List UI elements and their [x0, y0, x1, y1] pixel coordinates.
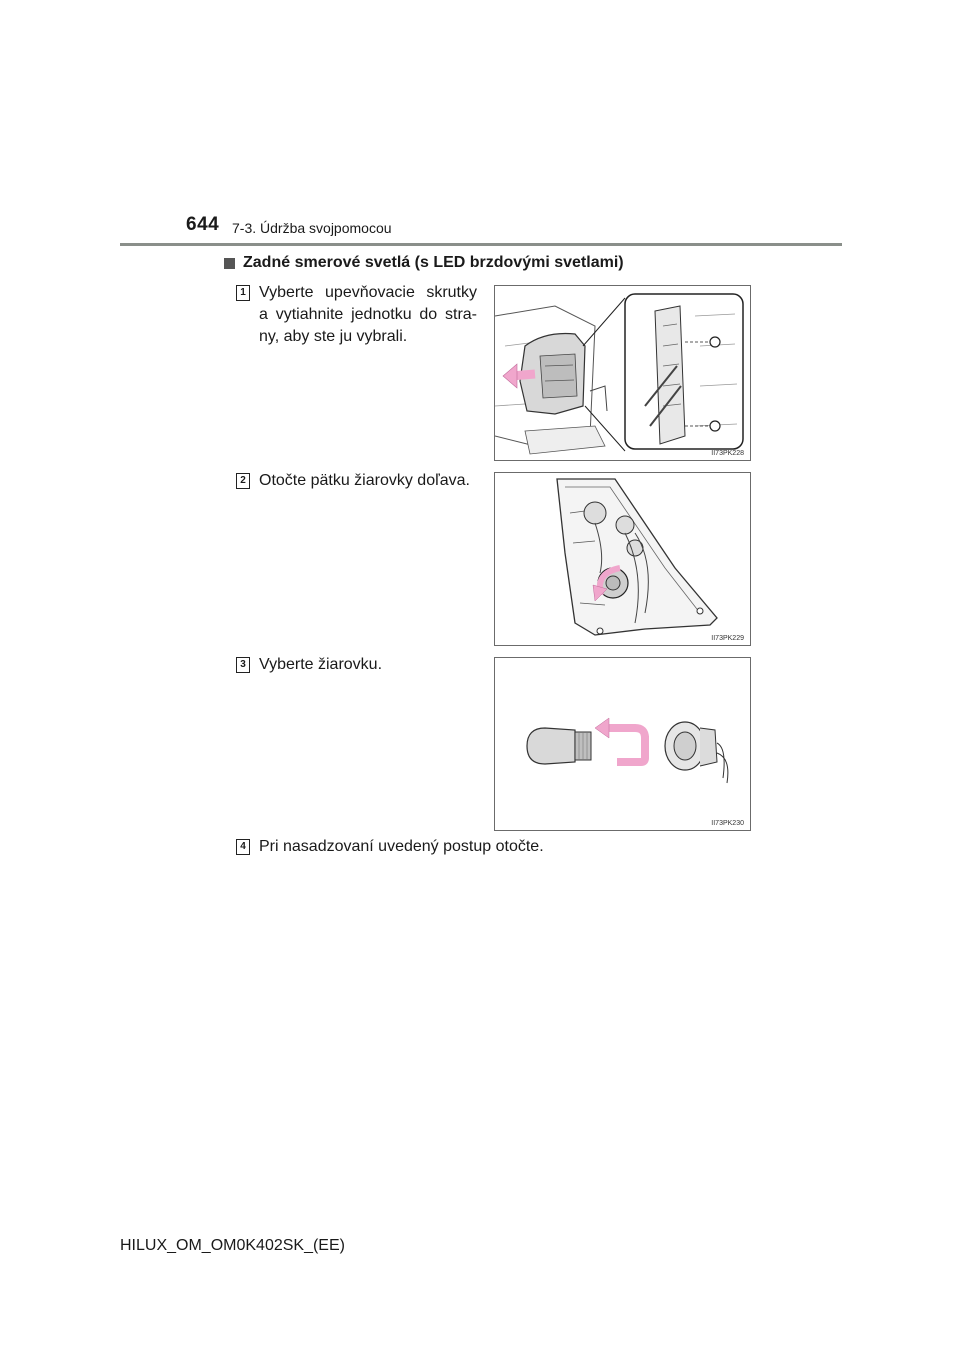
figure-1-unit-removal — [494, 285, 751, 461]
figure-2-code: II73PK229 — [711, 635, 744, 642]
subheading-text: Zadné smerové svetlá (s LED brzdovými svetlami) — [243, 254, 624, 271]
step-4-line-1: Pri nasadzovaní uvedený postup otočte. — [259, 838, 544, 855]
figure-1-code: II73PK228 — [711, 450, 744, 457]
step-text-3 — [259, 654, 489, 676]
step-text-1 — [259, 282, 477, 348]
figure-3-code: II73PK230 — [711, 820, 744, 827]
figure-2-illustration — [495, 473, 750, 645]
step-1-line-1: Vyberte upevňovacie skrutky — [259, 284, 477, 301]
figure-2-bulb-socket — [494, 472, 751, 646]
figure-1-illustration — [495, 286, 750, 460]
step-2-line-1: Otočte pätku žiarovky doľava. — [259, 472, 470, 489]
step-text-4 — [259, 836, 679, 858]
step-number-2: 2 — [236, 473, 250, 489]
step-text-2 — [259, 470, 489, 492]
document-code-footer: HILUX_OM_OM0K402SK_(EE) — [120, 1237, 345, 1254]
step-number-4: 4 — [236, 839, 250, 855]
subheading — [224, 254, 624, 272]
step-number-3: 3 — [236, 657, 250, 673]
step-number-1: 1 — [236, 285, 250, 301]
page-number: 644 — [186, 214, 220, 235]
step-1-line-2: a vytiahnite jednotku do stra- — [259, 306, 477, 323]
figure-3-bulb-removal — [494, 657, 751, 831]
figure-3-illustration — [495, 658, 750, 830]
step-1-line-3: ny, aby ste ju vybrali. — [259, 328, 408, 345]
header-rule — [120, 243, 842, 246]
square-bullet-icon — [224, 258, 235, 269]
section-title: 7-3. Údržba svojpomocou — [232, 220, 392, 236]
step-3-line-1: Vyberte žiarovku. — [259, 656, 383, 673]
